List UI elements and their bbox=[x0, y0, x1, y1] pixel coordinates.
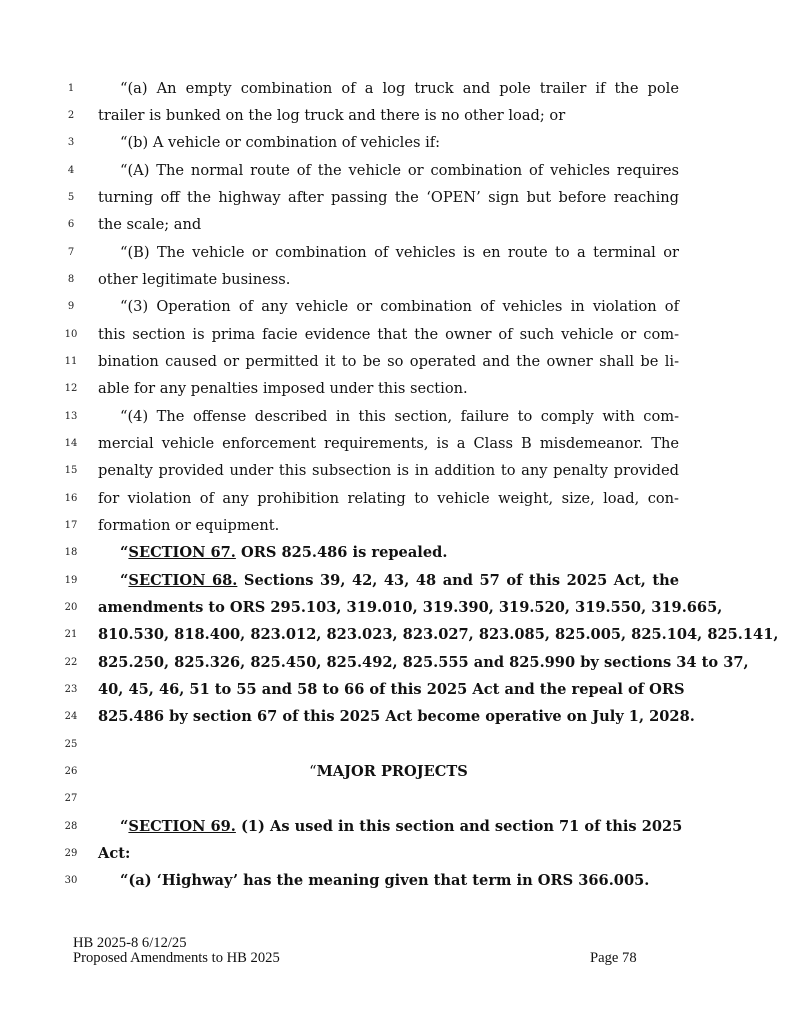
line-text: “(b) A vehicle or combination of vehicles if: bbox=[120, 134, 441, 151]
text-line bbox=[0, 813, 800, 840]
line-text: for violation of any prohibition relating to vehicle weight, size, load, con- bbox=[98, 490, 679, 507]
line-number: 11 bbox=[64, 356, 78, 367]
text-line bbox=[0, 785, 800, 812]
open-quote: “ bbox=[309, 763, 317, 780]
line-number: 16 bbox=[64, 493, 78, 504]
line-text: trailer is bunked on the log truck and there is no other load; or bbox=[98, 107, 566, 124]
line-number: 24 bbox=[64, 711, 78, 722]
section-text: ORS 825.486 is repealed. bbox=[235, 544, 448, 561]
text-line bbox=[0, 430, 800, 457]
line-number: 6 bbox=[67, 219, 75, 230]
line-number: 22 bbox=[64, 657, 78, 668]
line-number: 12 bbox=[64, 383, 78, 394]
text-line bbox=[0, 621, 800, 648]
line-text: “(a) An empty combination of a log truck and pole trailer if the pole bbox=[120, 80, 679, 97]
line-text: the scale; and bbox=[98, 216, 202, 233]
line-number: 13 bbox=[64, 411, 78, 422]
line-number: 10 bbox=[64, 329, 78, 340]
text-line bbox=[0, 457, 800, 484]
text-line bbox=[0, 211, 800, 238]
text-line bbox=[0, 375, 800, 402]
line-number: 18 bbox=[64, 547, 78, 558]
line-text: 40, 45, 46, 51 to 55 and 58 to 66 of this 2025 Act and the repeal of ORS bbox=[98, 681, 685, 698]
text-line bbox=[0, 594, 800, 621]
line-number: 4 bbox=[67, 165, 75, 176]
line-number: 14 bbox=[64, 438, 78, 449]
line-text: amendments to ORS 295.103, 319.010, 319.390, 319.520, 319.550, 319.665, bbox=[98, 599, 723, 616]
text-line bbox=[0, 239, 800, 266]
text-line bbox=[0, 129, 800, 156]
line-number: 17 bbox=[64, 520, 78, 531]
open-quote: “ bbox=[120, 544, 129, 561]
text-line bbox=[0, 676, 800, 703]
section-text: (1) As used in this section and section 71 of this 2025 bbox=[235, 818, 683, 835]
section-number: SECTION 68. bbox=[128, 572, 238, 589]
text-line bbox=[0, 539, 800, 566]
line-text: “(A) The normal route of the vehicle or combination of vehicles requires bbox=[120, 162, 679, 179]
line-text: “(a) ‘Highway’ has the meaning given that term in ORS 366.005. bbox=[120, 872, 650, 889]
line-number: 19 bbox=[64, 575, 78, 586]
open-quote: “ bbox=[120, 572, 129, 589]
line-text: 810.530, 818.400, 823.012, 823.023, 823.027, 823.085, 825.005, 825.104, 825.141, bbox=[98, 626, 779, 643]
footer-bill-id: HB 2025-8 6/12/25 bbox=[73, 935, 187, 951]
line-text: other legitimate business. bbox=[98, 271, 291, 288]
section-68-heading bbox=[120, 567, 679, 594]
section-69-heading bbox=[120, 813, 683, 840]
line-text: this section is prima facie evidence that the owner of such vehicle or com- bbox=[98, 326, 679, 343]
text-line bbox=[0, 157, 800, 184]
line-number: 3 bbox=[67, 137, 75, 148]
line-number: 30 bbox=[64, 875, 78, 886]
line-text: “(3) Operation of any vehicle or combination of vehicles in violation of bbox=[120, 298, 679, 315]
text-line bbox=[0, 649, 800, 676]
text-line bbox=[0, 867, 800, 894]
text-line bbox=[0, 403, 800, 430]
line-text: “(4) The offense described in this section, failure to comply with com- bbox=[120, 408, 679, 425]
section-number: SECTION 67. bbox=[128, 544, 236, 561]
text-line bbox=[0, 512, 800, 539]
line-number: 26 bbox=[64, 766, 78, 777]
line-text: formation or equipment. bbox=[98, 517, 280, 534]
line-number: 9 bbox=[67, 301, 75, 312]
text-line bbox=[0, 266, 800, 293]
text-line bbox=[0, 703, 800, 730]
major-projects-heading bbox=[98, 758, 679, 785]
text-line bbox=[0, 102, 800, 129]
line-text: bination caused or permitted it to be so operated and the owner shall be li- bbox=[98, 353, 679, 370]
line-number: 2 bbox=[67, 110, 75, 121]
line-text: penalty provided under this subsection is in addition to any penalty provided bbox=[98, 462, 679, 479]
line-number: 1 bbox=[67, 83, 75, 94]
line-text: 825.486 by section 67 of this 2025 Act become operative on July 1, 2028. bbox=[98, 708, 695, 725]
section-67-heading bbox=[120, 539, 679, 566]
open-quote: “ bbox=[120, 818, 129, 835]
line-number: 20 bbox=[64, 602, 78, 613]
line-text: “(B) The vehicle or combination of vehicles is en route to a terminal or bbox=[120, 244, 679, 261]
section-text: Sections 39, 42, 43, 48 and 57 of this 2025 Act, the bbox=[237, 572, 679, 589]
text-line bbox=[0, 758, 800, 785]
line-number: 5 bbox=[67, 192, 75, 203]
line-number: 27 bbox=[64, 793, 78, 804]
text-line bbox=[0, 75, 800, 102]
text-line bbox=[0, 184, 800, 211]
text-line bbox=[0, 567, 800, 594]
line-text: turning off the highway after passing the ‘OPEN’ sign but before reaching bbox=[98, 189, 679, 206]
text-line bbox=[0, 485, 800, 512]
line-number: 7 bbox=[67, 247, 75, 258]
text-line bbox=[0, 731, 800, 758]
text-line bbox=[0, 321, 800, 348]
line-text: able for any penalties imposed under this section. bbox=[98, 380, 468, 397]
line-text: mercial vehicle enforcement requirements, is a Class B misdemeanor. The bbox=[98, 435, 679, 452]
text-line bbox=[0, 293, 800, 320]
line-number: 23 bbox=[64, 684, 78, 695]
section-number: SECTION 69. bbox=[128, 818, 236, 835]
footer-title: Proposed Amendments to HB 2025 bbox=[73, 950, 280, 966]
line-number: 25 bbox=[64, 739, 78, 750]
line-text: Act: bbox=[98, 845, 131, 862]
text-line bbox=[0, 840, 800, 867]
line-number: 29 bbox=[64, 848, 78, 859]
footer-page-number: Page 78 bbox=[590, 950, 637, 966]
line-text: 825.250, 825.326, 825.450, 825.492, 825.555 and 825.990 by sections 34 to 37, bbox=[98, 654, 749, 671]
text-line bbox=[0, 348, 800, 375]
line-number: 28 bbox=[64, 821, 78, 832]
line-number: 8 bbox=[67, 274, 75, 285]
line-number: 21 bbox=[64, 629, 78, 640]
line-number: 15 bbox=[64, 465, 78, 476]
heading-text: MAJOR PROJECTS bbox=[316, 763, 468, 780]
